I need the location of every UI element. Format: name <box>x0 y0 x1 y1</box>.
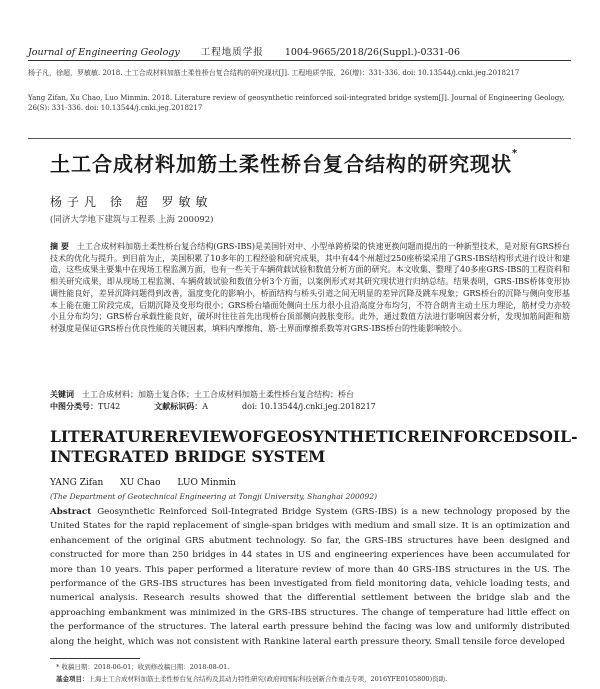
title-cn <box>50 148 570 177</box>
doc-code-label: 文献标识码： <box>154 401 203 411</box>
title-en-word: REINFORCED <box>407 427 529 446</box>
citation-en: Yang Zifan, Xu Chao, Luo Minmin. 2018. Literature review of geosynthetic reinforced soil-integrated bridge system[J]. Journal of Engineering Geology, 26(S): 331-336. doi: 10.13544/j.cnki.jeg.2018217 <box>28 94 565 112</box>
title-en-word: LITERATURE <box>50 427 166 446</box>
class-number-value: TU42 <box>98 402 121 411</box>
keywords-cn <box>50 389 570 400</box>
abstract-cn-label: 摘 要 <box>50 241 69 251</box>
doc-code-value: A <box>202 402 209 411</box>
title-cn-text: 土工合成材料加筋土柔性桥台复合结构的研究现状 <box>50 152 512 176</box>
authors-en <box>50 478 250 488</box>
title-en-line2: INTEGRATED BRIDGE SYSTEM <box>50 447 326 466</box>
journal-name-en: Journal of Engineering Geology <box>28 47 180 58</box>
fund-text: 上海土工合成材料加筋土柔性桥台复合结构及其动力特性研究(政府间国际科技创新合作重点专项，2016YFE0105800)资助. <box>88 675 448 683</box>
header-rule <box>28 60 571 61</box>
affiliation-cn: (同济大学地下建筑与工程系 上海 200092) <box>50 215 214 225</box>
title-en-line1 <box>50 427 578 447</box>
keywords-cn-label: 关键词 <box>50 389 74 399</box>
title-en-word: GEOSYNTHETIC <box>263 427 408 446</box>
keywords-cn-text: 土工合成材料；加筋土复合体；土工合成材料加筋土柔性桥台复合结构；桥台 <box>82 390 354 399</box>
abstract-cn <box>50 241 570 335</box>
abstract-cn-text: 土工合成材料加筋土柔性桥台复合结构(GRS-IBS)是美国针对中、小型单跨桥梁的快速更换问题而提出的一种新型技术，是对原有GRS桥台技术的优化与提升。到目前为止，美国积累了10多年的工程经验和研究成果，其中有44个州超过250座桥梁采用了GRS-IBS结构形式进行设计和建造，这些成果主要集中在现场工程监测方面，也有一些关于车辆荷载试验和数值分析方面的研究。本文收集、整理了40多座GRS-IBS的工程资料和相关研究成果，即从现场工程监测、车辆荷载试验和数值分析3个方面，以案例形式对其研究现状进行归纳总结。结果表明，GRS-IBS桥体变形协调性能良好，差异沉降问题得到改善，温度变化的影响小，桥面结构与桥头引道之间无明显的差异沉降及跳车现象；GRS桥台的沉降与侧向变形基本上能在施工阶段完成，后期沉降及变形均很小；GRS桥台墙面处侧向土压力很小且沿高度分布均匀，不符合朗肯主动土压力理论，筋材受力亦较小且分布均匀；GRS桥台承载性能良好，破坏时往往首先出现桥台顶部侧向鼓胀变形。此外，通过数值方法进行影响因素分析，发现加筋间距和筋材强度是保证GRS桥台优良性能的关键因素，填料内摩擦角、筋-土界面摩擦系数等对GRS-IBS桥台的性能影响较小。 <box>50 242 570 333</box>
citation-rule <box>28 138 571 139</box>
journal-name-cn: 工程地质学报 <box>200 47 264 58</box>
title-en-word: REVIEW <box>165 427 239 446</box>
citation-cn: 杨子凡，徐超，罗敏敏. 2018. 土工合成材料加筋土柔性桥台复合结构的研究现状[J]. 工程地质学报，26(增)：331-336. doi: 10.13544/j.cnki.jeg.2018217 <box>28 69 520 77</box>
authors-cn: 杨子凡 徐 超 罗敏敏 <box>50 195 213 209</box>
class-number-label: 中图分类号： <box>50 401 98 411</box>
journal-header <box>28 44 588 58</box>
classification-cn <box>50 401 570 412</box>
issue-number: 1004-9665/2018/26(Suppl.)-0331-06 <box>284 47 461 58</box>
footnote-fund <box>56 674 576 683</box>
author-en: YANG Zifan <box>50 478 104 488</box>
title-en-word: OF <box>238 427 264 446</box>
footnote-received: * 收稿日期：2018-06-01；收到修改稿日期：2018-08-01. <box>56 663 230 671</box>
abstract-en <box>50 505 570 649</box>
abstract-en-label: Abstract <box>50 507 92 517</box>
doi-cn: doi: 10.13544/j.cnki.jeg.2018217 <box>242 402 376 411</box>
title-footnote-mark: * <box>512 148 519 159</box>
fund-label: 基金项目： <box>56 675 89 683</box>
author-en: XU Chao <box>120 478 161 488</box>
author-en: LUO Minmin <box>177 478 236 488</box>
affiliation-en: (The Department of Geotechnical Engineering at Tongji University, Shanghai 200092) <box>50 492 378 501</box>
title-en <box>50 427 578 467</box>
abstract-en-text: Geosynthetic Reinforced Soil-Integrated Bridge System (GRS-IBS) is a new technology proposed by the United States for the rapid replacement of single-span bridges with medium and small size. It is an optimization and enhancement of the original GRS abutment technology. So far, the GRS-IBS structures have been designed and constructed for more than 250 bridges in 44 states in US and engineering experiences have been accumulated for more than 10 years. This paper performed a literature review of more than 40 GRS-IBS structures in the US. The performance of the GRS-IBS structures has been investigated from field monitoring data, vehicle loading tests, and numerical analysis. Research results showed that the differential settlement between the bridge slab and the approaching embankment was minimized in the GRS-IBS structures. The change of temperature had little effect on the performance of the structures. The lateral earth pressure behind the facing was low and uniformly distributed along the height, which was not consistent with Rankine lateral earth pressure theory. Small tensile force developed <box>50 507 570 647</box>
title-en-word: SOIL- <box>528 427 578 446</box>
footnote-rule <box>50 658 140 659</box>
